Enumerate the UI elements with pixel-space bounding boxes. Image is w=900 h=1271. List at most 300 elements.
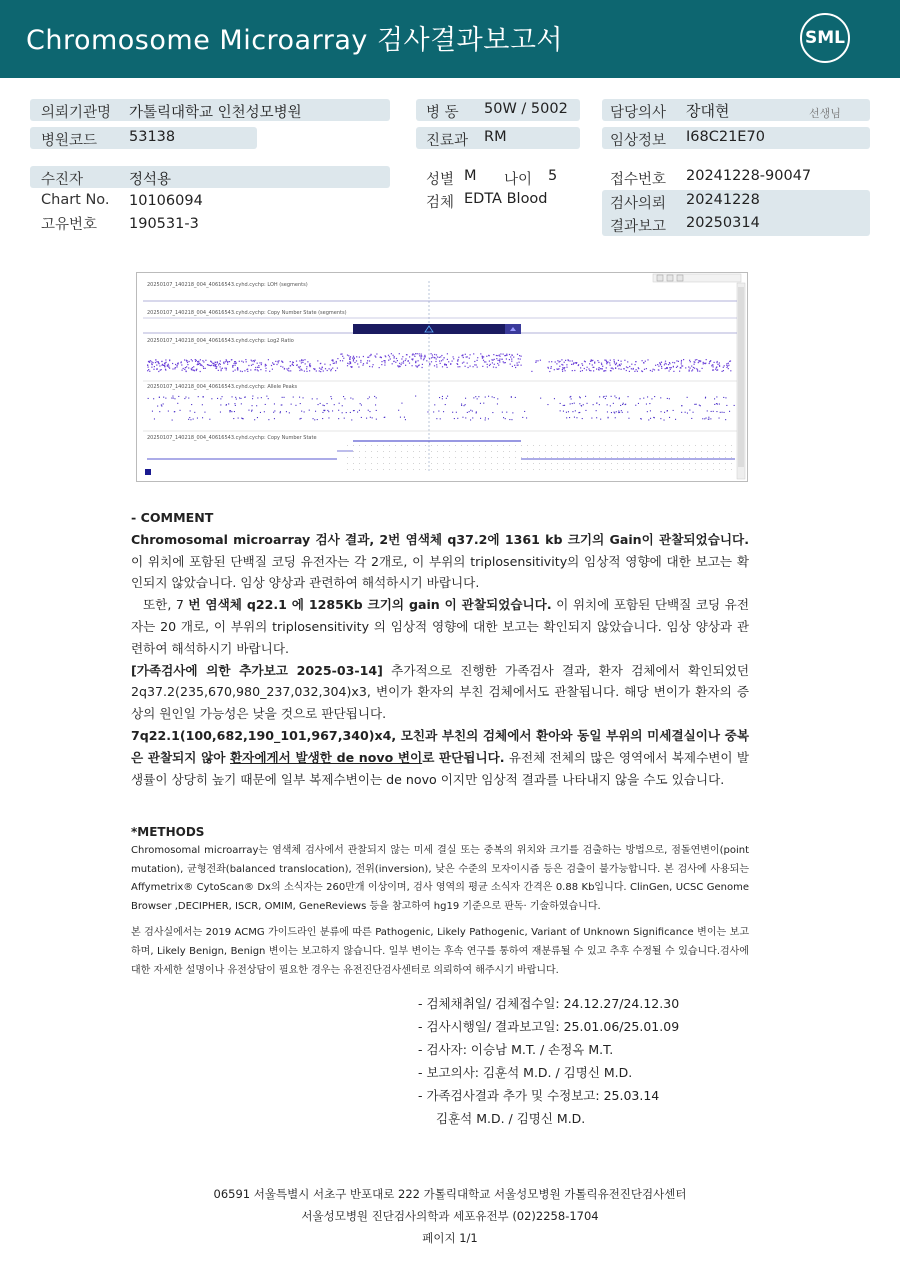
allele-point: [611, 412, 612, 413]
log2-point: [352, 366, 353, 367]
receipt-no-label: 접수번호: [610, 172, 667, 188]
grid-dot: [551, 445, 552, 446]
log2-point: [162, 364, 163, 365]
allele-point: [153, 398, 154, 399]
log2-point: [499, 356, 500, 357]
allele-point: [685, 412, 686, 413]
ward-label: 병 동: [426, 105, 459, 121]
allele-point: [440, 418, 441, 419]
allele-point: [669, 398, 670, 399]
log2-point: [260, 369, 261, 370]
footer-dept: 서울성모병원 진단검사의학과 세포유전부 (02)2258-1704: [301, 1209, 599, 1223]
log2-point: [436, 354, 437, 355]
log2-point: [629, 366, 630, 367]
log2-point: [282, 362, 283, 363]
grid-dot: [515, 445, 516, 446]
log2-point: [405, 365, 406, 366]
log2-point: [191, 359, 192, 360]
grid-dot: [725, 445, 726, 446]
grid-dot: [569, 451, 570, 452]
log2-point: [234, 361, 235, 362]
log2-point: [424, 358, 425, 359]
grid-dot: [383, 463, 384, 464]
allele-point: [443, 411, 444, 412]
grid-dot: [431, 457, 432, 458]
grid-dot: [731, 451, 732, 452]
grid-dot: [641, 451, 642, 452]
allele-point: [687, 413, 688, 414]
allele-point: [300, 403, 301, 404]
log2-point: [689, 371, 690, 372]
allele-point: [713, 411, 714, 412]
log2-point: [165, 359, 166, 360]
log2-point: [668, 364, 669, 365]
allele-point: [229, 410, 230, 411]
grid-dot: [713, 463, 714, 464]
log2-point: [391, 353, 392, 354]
log2-point: [317, 360, 318, 361]
allele-point: [608, 417, 609, 418]
allele-point: [574, 417, 575, 418]
allele-point: [707, 410, 708, 411]
log2-point: [353, 359, 354, 360]
institution-label: 의뢰기관명: [41, 105, 112, 121]
allele-point: [579, 403, 580, 404]
grid-dot: [407, 469, 408, 470]
grid-dot: [581, 457, 582, 458]
grid-dot: [443, 445, 444, 446]
log2-point: [413, 354, 414, 355]
log2-point: [726, 367, 727, 368]
log2-point: [349, 363, 350, 364]
log2-point: [499, 360, 500, 361]
log2-point: [575, 362, 576, 363]
allele-point: [398, 410, 399, 411]
grid-dot: [425, 451, 426, 452]
log2-point: [329, 368, 330, 369]
log2-point: [592, 364, 593, 365]
log2-point: [556, 368, 557, 369]
grid-dot: [701, 445, 702, 446]
log2-point: [476, 364, 477, 365]
allele-point: [599, 396, 600, 397]
allele-point: [344, 398, 345, 399]
log2-point: [699, 361, 700, 362]
log2-point: [415, 365, 416, 366]
log2-point: [702, 368, 703, 369]
comment-p1-bold: Chromosomal microarray 검사 결과, 2번 염색체 q37.2에 1361 kb 크기의 Gain이 관찰되었습니다.: [131, 531, 749, 547]
grid-dot: [587, 457, 588, 458]
log2-point: [447, 367, 448, 368]
grid-dot: [725, 463, 726, 464]
log2-point: [380, 357, 381, 358]
methods-heading: *METHODS: [131, 825, 205, 839]
grid-dot: [725, 469, 726, 470]
log2-point: [172, 368, 173, 369]
grid-dot: [731, 457, 732, 458]
allele-point: [643, 398, 644, 399]
dates-line-6: 김훈석 M.D. / 김명신 M.D.: [436, 1111, 586, 1126]
log2-point: [594, 363, 595, 364]
log2-point: [444, 357, 445, 358]
grid-dot: [671, 469, 672, 470]
allele-point: [478, 396, 479, 397]
log2-point: [627, 361, 628, 362]
log2-point: [192, 360, 193, 361]
allele-point: [613, 403, 614, 404]
log2-point: [497, 363, 498, 364]
log2-point: [384, 365, 385, 366]
grid-dot: [347, 451, 348, 452]
log2-point: [320, 363, 321, 364]
log2-point: [513, 357, 514, 358]
log2-point: [551, 361, 552, 362]
allele-point: [427, 411, 428, 412]
log2-point: [324, 364, 325, 365]
log2-point: [540, 360, 541, 361]
log2-point: [225, 368, 226, 369]
grid-dot: [437, 451, 438, 452]
allele-point: [669, 417, 670, 418]
log2-point: [635, 361, 636, 362]
grid-dot: [623, 469, 624, 470]
allele-point: [570, 397, 571, 398]
log2-point: [340, 360, 341, 361]
allele-point: [317, 419, 318, 420]
allele-point: [515, 397, 516, 398]
log2-point: [300, 366, 301, 367]
log2-point: [514, 365, 515, 366]
log2-point: [634, 371, 635, 372]
allele-point: [667, 411, 668, 412]
grid-dot: [593, 451, 594, 452]
allele-point: [566, 417, 567, 418]
allele-point: [342, 412, 343, 413]
allele-point: [702, 418, 703, 419]
log2-point: [681, 365, 682, 366]
allele-point: [171, 398, 172, 399]
log2-point: [388, 360, 389, 361]
grid-dot: [653, 445, 654, 446]
log2-point: [232, 365, 233, 366]
log2-point: [582, 370, 583, 371]
clinical-info-value: I68C21E70: [686, 129, 765, 145]
grid-dot: [545, 463, 546, 464]
log2-point: [227, 361, 228, 362]
log2-point: [223, 363, 224, 364]
grid-dot: [467, 451, 468, 452]
grid-dot: [425, 469, 426, 470]
grid-dot: [485, 451, 486, 452]
log2-point: [629, 371, 630, 372]
log2-point: [602, 366, 603, 367]
allele-point: [572, 403, 573, 404]
grid-dot: [359, 469, 360, 470]
allele-point: [607, 411, 608, 412]
allele-point: [257, 397, 258, 398]
log2-point: [192, 370, 193, 371]
log2-point: [354, 362, 355, 363]
grid-dot: [467, 445, 468, 446]
allele-point: [706, 418, 707, 419]
log2-point: [302, 362, 303, 363]
grid-dot: [695, 445, 696, 446]
log2-point: [319, 368, 320, 369]
grid-dot: [437, 445, 438, 446]
log2-point: [655, 365, 656, 366]
allele-point: [647, 411, 648, 412]
grid-dot: [491, 457, 492, 458]
patient-label: 수진자: [41, 172, 84, 188]
log2-point: [564, 367, 565, 368]
log2-point: [399, 353, 400, 354]
allele-point: [174, 411, 175, 412]
grid-dot: [683, 457, 684, 458]
grid-dot: [677, 451, 678, 452]
log2-point: [181, 361, 182, 362]
log2-point: [598, 369, 599, 370]
log2-point: [309, 370, 310, 371]
grid-dot: [497, 469, 498, 470]
log2-point: [184, 359, 185, 360]
grid-dot: [701, 451, 702, 452]
grid-dot: [635, 469, 636, 470]
log2-point: [149, 362, 150, 363]
allele-point: [180, 410, 181, 411]
grid-dot: [719, 457, 720, 458]
grid-dot: [683, 469, 684, 470]
allele-point: [188, 419, 189, 420]
grid-dot: [593, 469, 594, 470]
log2-point: [255, 367, 256, 368]
log2-point: [615, 364, 616, 365]
allele-point: [361, 405, 362, 406]
log2-point: [492, 360, 493, 361]
grid-dot: [671, 451, 672, 452]
log2-point: [474, 364, 475, 365]
age-label: 나이: [504, 172, 533, 188]
grid-dot: [509, 457, 510, 458]
log2-point: [362, 365, 363, 366]
doctor-suffix: 선생님: [809, 107, 841, 120]
grid-dot: [371, 451, 372, 452]
allele-point: [654, 396, 655, 397]
allele-point: [202, 417, 203, 418]
log2-point: [723, 367, 724, 368]
log2-point: [347, 355, 348, 356]
allele-point: [480, 418, 481, 419]
sex-value: M: [464, 168, 477, 184]
grid-dot: [491, 469, 492, 470]
log2-point: [598, 362, 599, 363]
log2-point: [584, 368, 585, 369]
log2-point: [506, 355, 507, 356]
allele-point: [252, 410, 253, 411]
allele-point: [648, 419, 649, 420]
allele-point: [233, 418, 234, 419]
allele-point: [473, 397, 474, 398]
log2-point: [709, 363, 710, 364]
grid-dot: [611, 457, 612, 458]
log2-point: [384, 362, 385, 363]
grid-dot: [731, 463, 732, 464]
log2-point: [259, 362, 260, 363]
allele-point: [148, 398, 149, 399]
grid-dot: [593, 445, 594, 446]
allele-point: [324, 410, 325, 411]
grid-dot: [497, 457, 498, 458]
allele-point: [596, 417, 597, 418]
log2-point: [487, 366, 488, 367]
log2-point: [250, 369, 251, 370]
log2-point: [220, 366, 221, 367]
allele-point: [576, 417, 577, 418]
log2-point: [272, 362, 273, 363]
grid-dot: [575, 469, 576, 470]
log2-point: [465, 366, 466, 367]
grid-dot: [701, 463, 702, 464]
ward-value: 50W / 5002: [484, 101, 568, 117]
log2-point: [637, 371, 638, 372]
log2-point: [175, 367, 176, 368]
allele-point: [593, 404, 594, 405]
grid-dot: [461, 463, 462, 464]
allele-point: [497, 398, 498, 399]
grid-dot: [449, 463, 450, 464]
log2-point: [509, 354, 510, 355]
allele-point: [194, 412, 195, 413]
log2-point: [585, 361, 586, 362]
allele-point: [607, 404, 608, 405]
log2-point: [205, 368, 206, 369]
log2-point: [473, 353, 474, 354]
log2-point: [185, 367, 186, 368]
grid-dot: [635, 463, 636, 464]
allele-point: [368, 410, 369, 411]
log2-point: [446, 364, 447, 365]
log2-point: [309, 364, 310, 365]
log2-point: [562, 369, 563, 370]
log2-point: [347, 365, 348, 366]
log2-point: [440, 363, 441, 364]
log2-point: [200, 365, 201, 366]
log2-point: [226, 369, 227, 370]
allele-point: [280, 411, 281, 412]
log2-point: [436, 364, 437, 365]
allele-point: [281, 405, 282, 406]
grid-dot: [527, 463, 528, 464]
allele-point: [204, 412, 205, 413]
allele-point: [188, 398, 189, 399]
grid-dot: [455, 451, 456, 452]
log2-point: [252, 361, 253, 362]
log2-point: [337, 358, 338, 359]
allele-point: [554, 398, 555, 399]
allele-point: [242, 418, 243, 419]
log2-point: [336, 362, 337, 363]
log2-point: [480, 353, 481, 354]
log2-point: [549, 361, 550, 362]
allele-point: [614, 412, 615, 413]
grid-dot: [353, 451, 354, 452]
chart-no-label: Chart No.: [41, 192, 110, 208]
log2-point: [423, 359, 424, 360]
comment-section: [131, 507, 749, 790]
log2-point: [332, 368, 333, 369]
report-date-value: 20250314: [686, 215, 760, 231]
doctor-label: 담당의사: [610, 105, 667, 121]
allele-point: [376, 419, 377, 420]
log2-point: [482, 366, 483, 367]
grid-dot: [389, 451, 390, 452]
log2-point: [334, 363, 335, 364]
grid-dot: [641, 469, 642, 470]
log2-point: [653, 369, 654, 370]
log2-point: [381, 364, 382, 365]
log2-point: [676, 360, 677, 361]
grid-dot: [413, 457, 414, 458]
log2-point: [257, 363, 258, 364]
log2-point: [609, 362, 610, 363]
log2-point: [395, 362, 396, 363]
grid-dot: [611, 445, 612, 446]
log2-point: [559, 366, 560, 367]
grid-dot: [713, 469, 714, 470]
log2-point: [562, 371, 563, 372]
log2-point: [237, 368, 238, 369]
log2-point: [613, 359, 614, 360]
log2-point: [174, 368, 175, 369]
log2-point: [265, 364, 266, 365]
allele-point: [660, 397, 661, 398]
allele-point: [202, 404, 203, 405]
allele-point: [222, 396, 223, 397]
grid-dot: [653, 451, 654, 452]
log2-point: [657, 364, 658, 365]
log2-point: [487, 364, 488, 365]
grid-dot: [521, 451, 522, 452]
log2-point: [239, 361, 240, 362]
allele-point: [172, 420, 173, 421]
allele-point: [291, 404, 292, 405]
log2-point: [292, 362, 293, 363]
allele-point: [619, 398, 620, 399]
grid-dot: [599, 457, 600, 458]
allele-point: [173, 398, 174, 399]
log2-point: [556, 363, 557, 364]
log2-point: [576, 362, 577, 363]
allele-point: [159, 411, 160, 412]
log2-point: [290, 365, 291, 366]
allele-point: [622, 412, 623, 413]
methods-paragraph-1: Chromosomal microarray는 염색체 검사에서 관찰되지 않는 미세 결실 또는 중복의 위치와 크기를 검출하는 방법으로, 점돌연변이(point mutation), 균형전좌(balanced translocation), 전위(inversion), 낮은 수준의 모자이시즘 등은 검출이 불가능합니다. 본 검사에 사용되는 Affymetrix® CytoScan® Dx의 소식자는 260만개 이상이며, 검사 영역의 평균 소식자 간격은 0.88 Kb입니다. ClinGen, UCSC Genome Browser ,DECIPHER, ISCR, OMIM, GeneReviews 등을 참고하여 hg19 기준으로 판독· 기술하였습니다.: [131, 845, 749, 912]
allele-point: [220, 412, 221, 413]
grid-dot: [545, 445, 546, 446]
log2-point: [367, 357, 368, 358]
log2-point: [296, 361, 297, 362]
grid-dot: [371, 463, 372, 464]
allele-point: [445, 404, 446, 405]
log2-point: [290, 370, 291, 371]
grid-dot: [479, 445, 480, 446]
log2-point: [685, 367, 686, 368]
grid-dot: [503, 445, 504, 446]
grid-dot: [389, 445, 390, 446]
allele-point: [161, 404, 162, 405]
allele-point: [338, 410, 339, 411]
grid-dot: [383, 451, 384, 452]
log2-point: [483, 360, 484, 361]
